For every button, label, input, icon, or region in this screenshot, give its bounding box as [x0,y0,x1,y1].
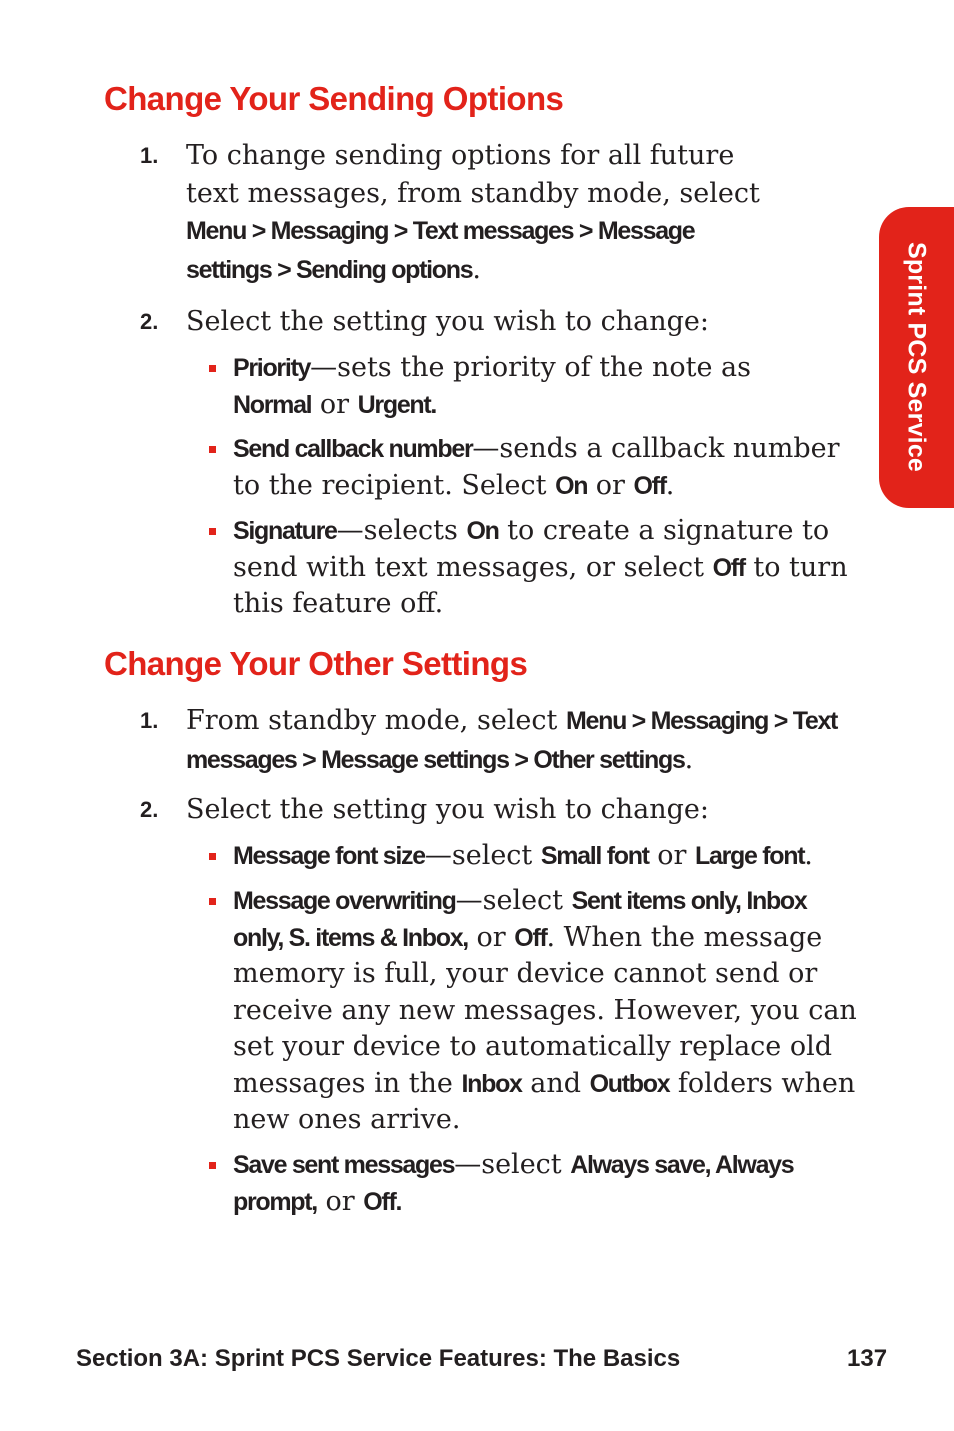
bullet-send-callback: Send callback number—sends a callback number to the recipient. Select On or Off. [233,433,840,501]
step-number: 2. [140,309,159,334]
bullet-square-icon [209,853,216,860]
step-1: 1. From standby mode, select Menu > Messaging > Text messages > Message settings > Other settings. [186,702,846,779]
bullet-square-icon [209,365,216,372]
step-text: Select the setting you wish to change: [186,794,709,825]
bullet-message-overwriting: Message overwriting—select Sent items only, Inbox only, S. items & Inbox, or Off. When the message memory is full, your device cannot send or receive any new messages. However, you can set your device to automatically replace old messages in the Inbox and Outbox folders when new ones arrive. [233,885,857,1135]
footer-section-title: Section 3A: Sprint PCS Service Features: The Basics [76,1345,681,1372]
bullet-square-icon [209,446,216,453]
step-1: 1. To change sending options for all future text messages, from standby mode, select Menu > Messaging > Text messages > Message settings > Sending options. [186,137,776,289]
step-number: 1. [140,708,159,733]
bullet-square-icon [209,528,216,535]
bullet-save-sent-messages: Save sent messages—select Always save, Always prompt, or Off. [233,1149,794,1217]
menu-path: Menu > Messaging > Text messages > Message settings > Other settings [186,707,838,774]
bullet-signature: Signature—selects On to create a signature to send with text messages, or select Off to turn this feature off. [233,515,848,619]
step-text: Select the setting you wish to change: [186,306,709,337]
step-number: 2. [140,797,159,822]
menu-path: Menu > Messaging > Text messages > Message settings > Sending options [186,217,695,284]
section-heading-other-settings: Change Your Other Settings [104,645,528,682]
step-2 [140,791,806,829]
page-number: 137 [847,1345,888,1372]
step-text: From standby mode, select [186,705,566,736]
section-heading-sending-options: Change Your Sending Options [104,80,564,117]
option-term: Message font size [233,842,425,870]
bullet-priority: Priority—sets the priority of the note as Normal or Urgent. [233,352,751,420]
bullet-square-icon [209,898,216,905]
step-text: To change sending options for all future text messages, from standby mode, select [186,140,760,209]
section-side-tab [879,207,954,508]
option-term: Save sent messages [233,1151,455,1179]
bullet-square-icon [209,1162,216,1169]
step-2 [140,303,806,341]
option-term: Send callback number [233,435,473,463]
step-number: 1. [140,143,159,168]
side-tab-label: Sprint PCS Service [902,241,931,473]
option-term: Message overwriting [233,887,456,915]
option-term: Priority [233,354,311,382]
bullet-message-font-size: Message font size—select Small font or Large font. [233,840,813,871]
option-term: Signature [233,517,337,545]
